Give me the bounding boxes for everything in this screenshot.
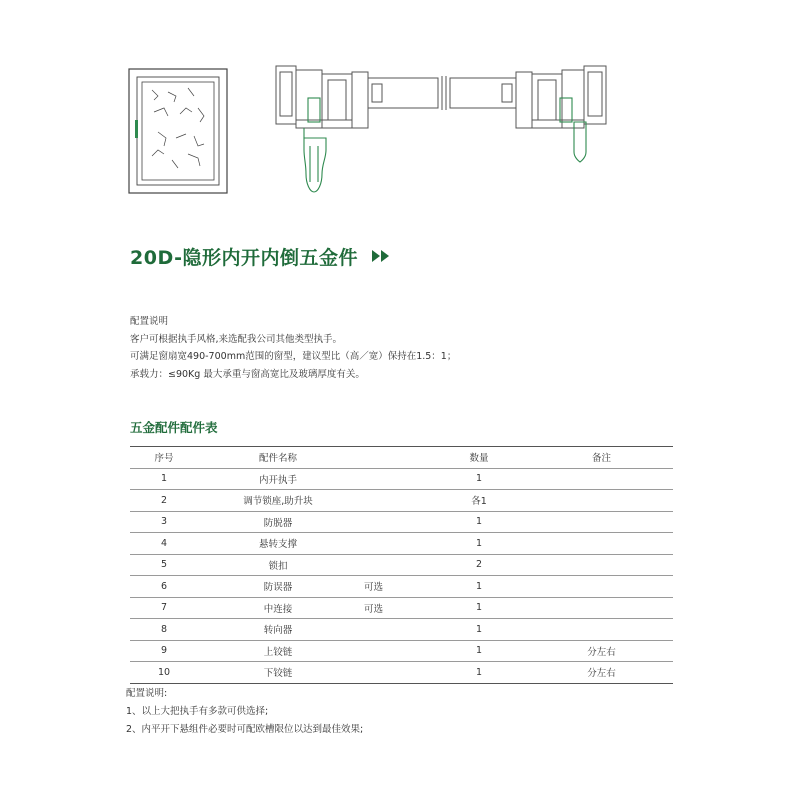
cell-qty: 1 <box>475 537 483 549</box>
cell-option: 可选 <box>364 582 384 594</box>
cell-no: 6 <box>160 580 168 592</box>
cell-note: 分左右 <box>587 668 616 680</box>
cell-qty: 1 <box>475 580 483 592</box>
notes-section <box>126 685 363 739</box>
parts-table-title: 五金配件配件表 <box>130 420 218 435</box>
cell-no: 10 <box>157 666 171 678</box>
cell-qty: 1 <box>475 623 483 635</box>
cell-qty: 各1 <box>471 496 487 508</box>
table-header-row <box>130 447 673 469</box>
cell-qty: 1 <box>475 516 483 528</box>
cell-qty: 2 <box>475 559 483 571</box>
cell-name: 调节锁座,助升块 <box>243 496 313 508</box>
cell-no: 4 <box>160 537 168 549</box>
cell-name: 锁扣 <box>268 560 288 572</box>
table-row <box>130 662 673 684</box>
notes-line: 1、以上大把执手有多款可供选择; <box>126 706 269 717</box>
handle-icon <box>135 120 138 138</box>
title-row <box>130 238 392 274</box>
table-row <box>130 469 673 491</box>
window-elevation-diagram <box>128 68 228 194</box>
column-header-no: 序号 <box>154 453 174 465</box>
parts-table <box>130 446 673 684</box>
cell-qty: 1 <box>475 645 483 657</box>
cell-note: 分左右 <box>587 646 616 658</box>
column-header-note: 备注 <box>591 453 611 465</box>
cell-name: 下铰链 <box>263 668 293 680</box>
cell-no: 2 <box>160 494 168 506</box>
cell-name: 防脱器 <box>263 517 293 529</box>
cell-name: 悬转支撑 <box>258 539 297 551</box>
intro-line: 客户可根据执手风格,来选配我公司其他类型执手。 <box>130 333 343 345</box>
notes-line: 2、内平开下悬组件必要时可配欧槽限位以达到最佳效果; <box>126 724 364 735</box>
cell-no: 8 <box>160 623 168 635</box>
double-chevron-right-icon <box>370 249 392 263</box>
table-row <box>130 576 673 598</box>
column-header-qty: 数量 <box>469 453 489 465</box>
column-header-name: 配件名称 <box>258 453 297 465</box>
cell-qty: 1 <box>475 666 483 678</box>
table-row <box>130 533 673 555</box>
cell-name: 转向器 <box>263 625 293 637</box>
profile-section-diagram <box>274 62 610 202</box>
cell-no: 3 <box>160 516 168 528</box>
cell-qty: 1 <box>475 473 483 485</box>
page-title: 20D-隐形内开内倒五金件 <box>130 246 358 269</box>
cell-name: 内开执手 <box>258 474 297 486</box>
table-row <box>130 598 673 620</box>
table-row <box>130 619 673 641</box>
notes-heading: 配置说明: <box>126 688 168 699</box>
intro-line: 承载力：≤90Kg 最大承重与窗高宽比及玻璃厚度有关。 <box>130 368 365 380</box>
table-row <box>130 555 673 577</box>
cell-name: 防误器 <box>263 582 293 594</box>
cell-no: 5 <box>160 559 168 571</box>
table-row <box>130 490 673 512</box>
table-row <box>130 512 673 534</box>
intro-section <box>130 313 456 383</box>
table-row <box>130 641 673 663</box>
cell-option: 可选 <box>364 603 384 615</box>
cell-no: 9 <box>160 645 168 657</box>
intro-line: 可满足窗扇宽490-700mm范围的窗型，建议型比（高／宽）保持在1.5：1； <box>130 351 457 362</box>
cell-no: 1 <box>160 473 168 485</box>
cell-name: 上铰链 <box>263 646 293 658</box>
cell-no: 7 <box>160 602 168 614</box>
cell-qty: 1 <box>475 602 483 614</box>
cell-name: 中连接 <box>263 603 293 615</box>
intro-heading: 配置说明 <box>130 316 169 327</box>
